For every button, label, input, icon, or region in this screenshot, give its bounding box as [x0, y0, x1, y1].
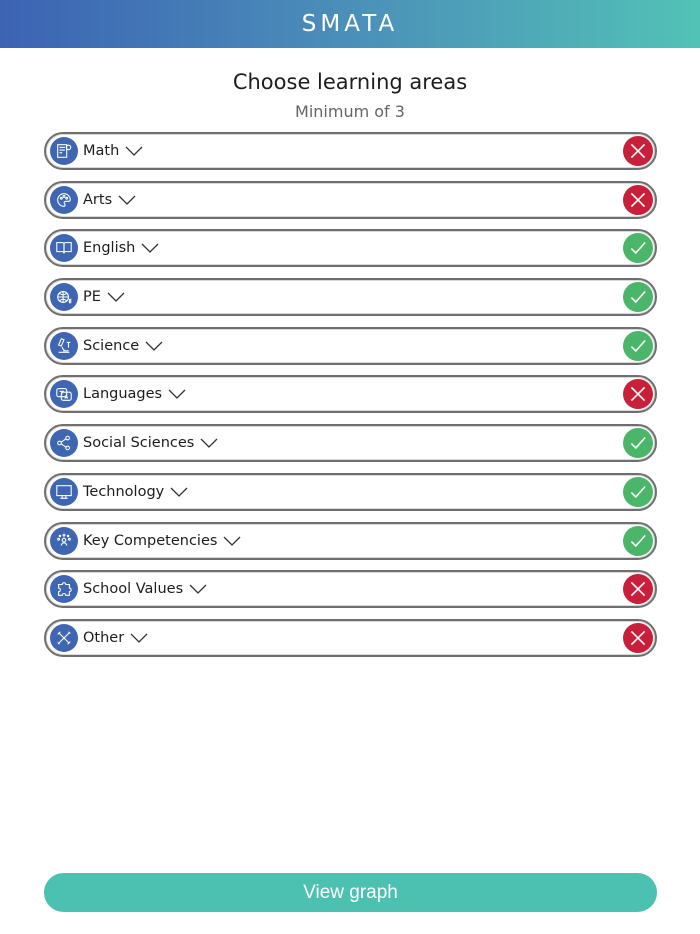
area-row-key-competencies[interactable]: [44, 522, 657, 560]
page-subtitle: Minimum of 3: [295, 102, 405, 121]
area-label-school-values: School Values: [83, 581, 184, 598]
status-selected-icon[interactable]: [623, 477, 653, 507]
chevron-down-icon[interactable]: [223, 536, 241, 546]
area-row-arts[interactable]: [44, 181, 657, 219]
status-selected-icon[interactable]: [623, 331, 653, 361]
area-label-other: Other: [83, 629, 125, 646]
math-icon: [50, 137, 78, 165]
view-graph-button[interactable]: View graph: [44, 873, 657, 912]
translate-icon: [50, 380, 78, 408]
status-selected-icon[interactable]: [623, 428, 653, 458]
tools-icon: [50, 624, 78, 652]
people-icon: [50, 527, 78, 555]
area-row-languages[interactable]: [44, 375, 657, 413]
chevron-down-icon[interactable]: [141, 243, 159, 253]
status-selected-icon[interactable]: [623, 282, 653, 312]
status-unselected-icon[interactable]: [623, 623, 653, 653]
area-row-english[interactable]: [44, 229, 657, 267]
area-label-science: Science: [83, 337, 140, 354]
chevron-down-icon[interactable]: [107, 292, 125, 302]
monitor-icon: [50, 478, 78, 506]
area-row-other[interactable]: [44, 619, 657, 657]
area-row-technology[interactable]: [44, 473, 657, 511]
microscope-icon: [50, 332, 78, 360]
area-row-science[interactable]: [44, 327, 657, 365]
chevron-down-icon[interactable]: [130, 633, 148, 643]
area-label-languages: Languages: [83, 386, 163, 403]
area-label-social-sciences: Social Sciences: [83, 435, 195, 452]
area-row-pe[interactable]: [44, 278, 657, 316]
area-label-arts: Arts: [83, 191, 113, 208]
sports-ball-icon: [50, 283, 78, 311]
status-unselected-icon[interactable]: [623, 379, 653, 409]
book-icon: [50, 234, 78, 262]
area-label-math: Math: [83, 143, 120, 159]
app-header: [0, 0, 700, 48]
status-selected-icon[interactable]: [623, 233, 653, 263]
area-label-english: English: [83, 240, 136, 257]
smata-logo: SMATA: [301, 11, 399, 37]
network-icon: [50, 429, 78, 457]
area-row-social-sciences[interactable]: [44, 424, 657, 462]
page-title: Choose learning areas: [232, 70, 468, 94]
area-row-math[interactable]: [44, 132, 657, 170]
chevron-down-icon[interactable]: [170, 487, 188, 497]
area-label-technology: Technology: [83, 483, 165, 500]
area-label-key-competencies: Key Competencies: [83, 532, 218, 549]
chevron-down-icon[interactable]: [168, 389, 186, 399]
puzzle-icon: [50, 575, 78, 603]
learning-areas-list: [44, 132, 657, 668]
chevron-down-icon[interactable]: [189, 584, 207, 594]
status-unselected-icon[interactable]: [623, 185, 653, 215]
status-selected-icon[interactable]: [623, 526, 653, 556]
status-unselected-icon[interactable]: [623, 136, 653, 166]
chevron-down-icon[interactable]: [200, 438, 218, 448]
status-unselected-icon[interactable]: [623, 574, 653, 604]
chevron-down-icon[interactable]: [118, 195, 136, 205]
area-row-school-values[interactable]: [44, 570, 657, 608]
area-label-pe: PE: [83, 289, 101, 306]
chevron-down-icon[interactable]: [125, 146, 143, 156]
palette-icon: [50, 186, 78, 214]
chevron-down-icon[interactable]: [145, 341, 163, 351]
